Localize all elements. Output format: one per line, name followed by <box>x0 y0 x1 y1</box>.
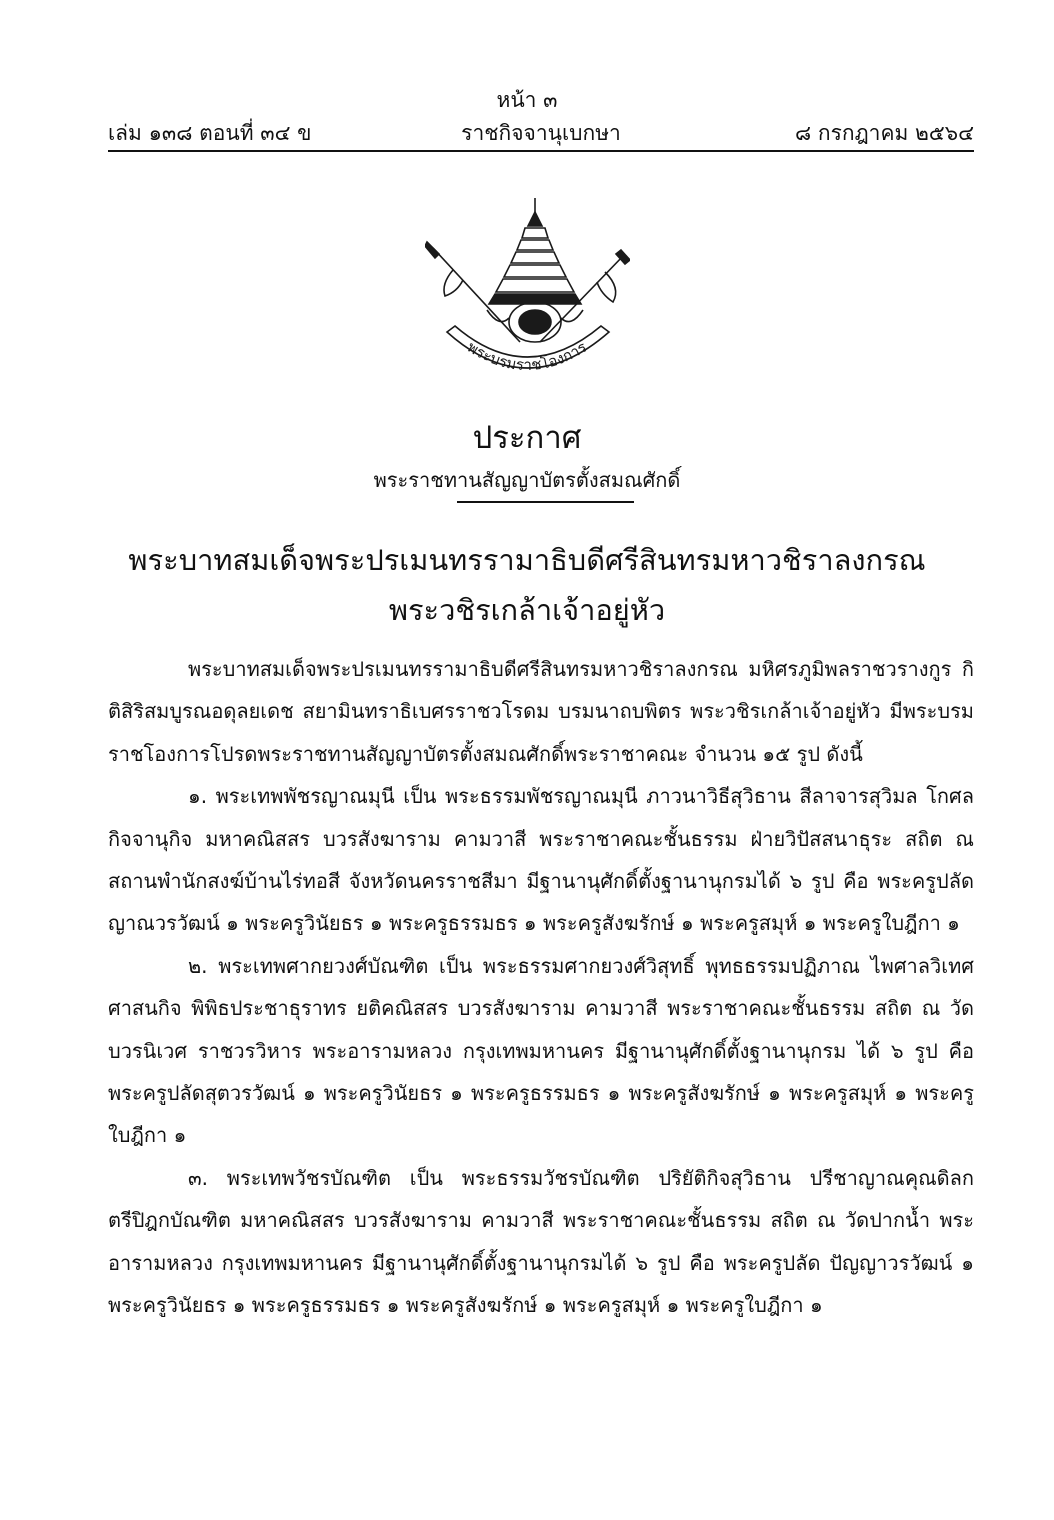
announcement-body <box>108 648 974 1327</box>
appointment-item-1: ๑. พระเทพพัชรญาณมุนี เป็น พระธรรมพัชรญาณมุนี ภาวนาวิธีสุวิธาน สีลาจารสุวิมล โกศลกิจจานุกิจ มหาคณิสสร บวรสังฆาราม คามวาสี พระราชาคณะชั้นธรรม ฝ่ายวิปัสสนาธุระ สถิต ณ สถานพำนักสงฆ์บ้านไร่ทอสี จังหวัดนครราชสีมา มีฐานานุศักดิ์ตั้งฐานานุกรมได้ ๖ รูป คือ พระครูปลัดญาณวรวัฒน์ ๑ พระครูวินัยธร ๑ พระครูธรรมธร ๑ พระครูสังฆรักษ์ ๑ พระครูสมุห์ ๑ พระครูใบฎีกา ๑ <box>108 784 974 936</box>
publication-date: ๘ กรกฎาคม ๒๕๖๔ <box>794 121 974 145</box>
publication-name: ราชกิจจานุเบกษา <box>461 121 621 145</box>
page-header <box>108 117 974 147</box>
appointment-item-3: ๓. พระเทพวัชรบัณฑิต เป็น พระธรรมวัชรบัณฑิต ปริยัติกิจสุวิธาน ปรีชาญาณคุณดิลก ตรีปิฎกบัณฑิต มหาคณิสสร บวรสังฆาราม คามวาสี พระราชาคณะชั้นธรรม สถิต ณ วัดปากน้ำ พระอารามหลวง กรุงเทพมหานคร มีฐานานุศักดิ์ตั้งฐานานุกรมได้ ๖ รูป คือ พระครูปลัด ปัญญาวรวัฒน์ ๑ พระครูวินัยธร ๑ พระครูธรรมธร ๑ พระครูสังฆรักษ์ ๑ พระครูสมุห์ ๑ พระครูใบฎีกา ๑ <box>108 1165 974 1318</box>
announcement-title: ประกาศ <box>472 420 582 456</box>
seal-text: พระบรมราชโองการ <box>463 337 590 375</box>
royal-command-seal-icon <box>425 192 630 382</box>
svg-text:พระบรมราชโองการ <box>464 338 590 374</box>
announcement-subtitle: พระราชทานสัญญาบัตรตั้งสมณศักดิ์ <box>373 468 681 492</box>
volume-issue: เล่ม ๑๓๘ ตอนที่ ๓๔ ข <box>108 121 312 145</box>
intro-paragraph: พระบาทสมเด็จพระปรเมนทรรามาธิบดีศรีสินทรมหาวชิราลงกรณ มหิศรภูมิพลราชวรางกูร กิติสิริสมบูรณอดุลยเดช สยามินทราธิเบศรราชวโรดม บรมนาถบพิตร พระวชิรเกล้าเจ้าอยู่หัว มีพระบรมราชโองการโปรดพระราชทานสัญญาบัตรตั้งสมณศักดิ์พระราชาคณะ จำนวน ๑๕ รูป ดังนี้ <box>108 657 974 766</box>
appointment-item-2: ๒. พระเทพศากยวงศ์บัณฑิต เป็น พระธรรมศากยวงศ์วิสุทธิ์ พุทธธรรมปฏิภาณ ไพศาลวิเทศศาสนกิจ พิพิธประชาธุราทร ยติคณิสสร บวรสังฆาราม คามวาสี พระราชาคณะชั้นธรรม สถิต ณ วัดบวรนิเวศ ราชวรวิหาร พระอารามหลวง กรุงเทพมหานคร มีฐานานุศักดิ์ตั้งฐานานุกรม ได้ ๖ รูป คือ พระครูปลัดสุตวรวัฒน์ ๑ พระครูวินัยธร ๑ พระครูธรรมธร ๑ พระครูสังฆรักษ์ ๑ พระครูสมุห์ ๑ พระครูใบฎีกา ๑ <box>108 953 974 1148</box>
king-name-line-1: พระบาทสมเด็จพระปรเมนทรรามาธิบดีศรีสินทรมหาวชิราลงกรณ <box>128 543 926 577</box>
header-divider <box>108 150 974 152</box>
page-number: หน้า ๓ <box>496 88 558 112</box>
title-divider <box>457 501 634 503</box>
king-name-line-2: พระวชิรเกล้าเจ้าอยู่หัว <box>388 593 666 627</box>
